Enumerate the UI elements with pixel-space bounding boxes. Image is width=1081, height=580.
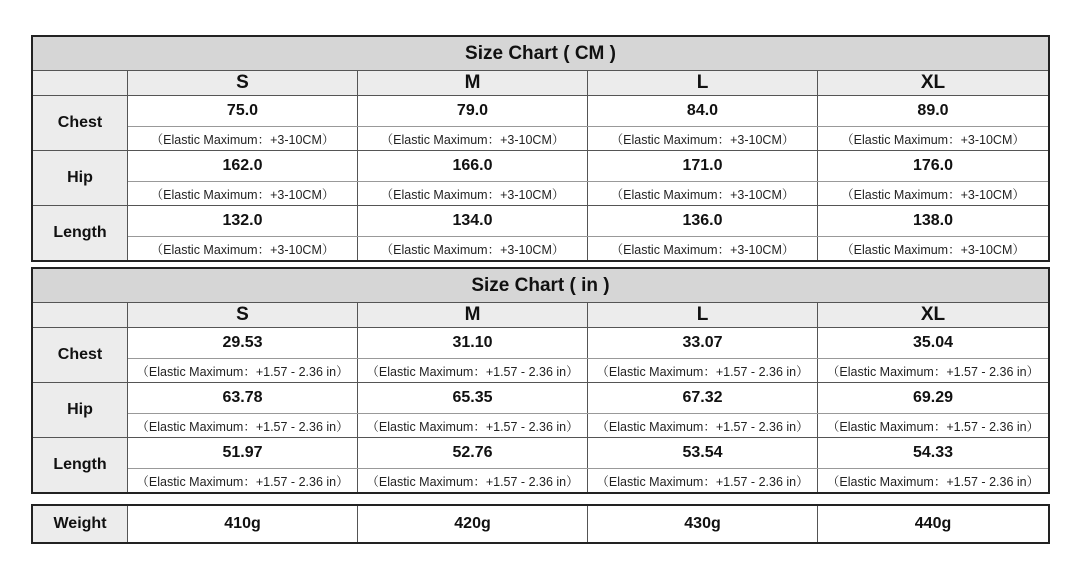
size-header-l: L [588, 71, 818, 96]
elastic-note: （Elastic Maximum：+1.57 - 2.36 in） [588, 359, 818, 383]
row-label-hip: Hip [33, 383, 128, 438]
elastic-note: （Elastic Maximum：+1.57 - 2.36 in） [818, 359, 1049, 383]
size-header-l: L [588, 303, 818, 328]
elastic-note: （Elastic Maximum：+1.57 - 2.36 in） [588, 469, 818, 493]
elastic-note: （Elastic Maximum：+1.57 - 2.36 in） [128, 469, 358, 493]
value-cell: 53.54 [588, 438, 818, 469]
size-header-s: S [128, 71, 358, 96]
value-cell: 89.0 [818, 96, 1049, 127]
row-label-chest: Chest [33, 96, 128, 151]
elastic-note: （Elastic Maximum：+3-10CM） [588, 237, 818, 261]
value-cell: 31.10 [358, 328, 588, 359]
value-cell: 84.0 [588, 96, 818, 127]
note-row [33, 469, 1049, 493]
value-cell: 35.04 [818, 328, 1049, 359]
elastic-note: （Elastic Maximum：+1.57 - 2.36 in） [818, 414, 1049, 438]
row-label-length: Length [33, 206, 128, 261]
note-row [33, 414, 1049, 438]
size-header-m: M [358, 303, 588, 328]
note-row [33, 237, 1049, 261]
elastic-note: （Elastic Maximum：+3-10CM） [818, 182, 1049, 206]
table-row [33, 151, 1049, 182]
header-corner-cell [33, 71, 128, 96]
weight-value-l: 430g [588, 506, 818, 543]
weight-value-m: 420g [358, 506, 588, 543]
table-row [33, 328, 1049, 359]
table-row [33, 206, 1049, 237]
value-cell: 75.0 [128, 96, 358, 127]
table-row [33, 438, 1049, 469]
elastic-note: （Elastic Maximum：+3-10CM） [818, 237, 1049, 261]
elastic-note: （Elastic Maximum：+3-10CM） [128, 237, 358, 261]
size-chart-in [32, 268, 1049, 493]
size-header-row [33, 71, 1049, 96]
elastic-note: （Elastic Maximum：+3-10CM） [818, 127, 1049, 151]
elastic-note: （Elastic Maximum：+1.57 - 2.36 in） [818, 469, 1049, 493]
elastic-note: （Elastic Maximum：+3-10CM） [588, 127, 818, 151]
value-cell: 176.0 [818, 151, 1049, 182]
size-chart-in-title: Size Chart ( in ) [33, 269, 1049, 303]
value-cell: 54.33 [818, 438, 1049, 469]
value-cell: 132.0 [128, 206, 358, 237]
header-corner-cell [33, 303, 128, 328]
table-row [33, 96, 1049, 127]
row-label-length: Length [33, 438, 128, 493]
size-chart-cm-title: Size Chart ( CM ) [33, 37, 1049, 71]
row-label-hip: Hip [33, 151, 128, 206]
value-cell: 166.0 [358, 151, 588, 182]
table-row [33, 506, 1049, 543]
value-cell: 134.0 [358, 206, 588, 237]
elastic-note: （Elastic Maximum：+3-10CM） [128, 127, 358, 151]
elastic-note: （Elastic Maximum：+1.57 - 2.36 in） [128, 414, 358, 438]
size-header-xl: XL [818, 303, 1049, 328]
elastic-note: （Elastic Maximum：+3-10CM） [358, 182, 588, 206]
row-label-chest: Chest [33, 328, 128, 383]
elastic-note: （Elastic Maximum：+1.57 - 2.36 in） [358, 469, 588, 493]
size-header-row [33, 303, 1049, 328]
elastic-note: （Elastic Maximum：+3-10CM） [588, 182, 818, 206]
value-cell: 52.76 [358, 438, 588, 469]
note-row [33, 359, 1049, 383]
size-header-m: M [358, 71, 588, 96]
value-cell: 67.32 [588, 383, 818, 414]
elastic-note: （Elastic Maximum：+3-10CM） [358, 127, 588, 151]
size-chart-cm [32, 36, 1049, 261]
weight-value-s: 410g [128, 506, 358, 543]
elastic-note: （Elastic Maximum：+1.57 - 2.36 in） [588, 414, 818, 438]
elastic-note: （Elastic Maximum：+3-10CM） [128, 182, 358, 206]
value-cell: 65.35 [358, 383, 588, 414]
value-cell: 138.0 [818, 206, 1049, 237]
elastic-note: （Elastic Maximum：+1.57 - 2.36 in） [358, 359, 588, 383]
elastic-note: （Elastic Maximum：+1.57 - 2.36 in） [358, 414, 588, 438]
value-cell: 79.0 [358, 96, 588, 127]
value-cell: 171.0 [588, 151, 818, 182]
table-row [33, 383, 1049, 414]
value-cell: 33.07 [588, 328, 818, 359]
row-label-weight: Weight [33, 506, 128, 543]
note-row [33, 182, 1049, 206]
value-cell: 136.0 [588, 206, 818, 237]
weight-table [32, 505, 1049, 543]
weight-value-xl: 440g [818, 506, 1049, 543]
value-cell: 162.0 [128, 151, 358, 182]
size-header-s: S [128, 303, 358, 328]
value-cell: 29.53 [128, 328, 358, 359]
value-cell: 63.78 [128, 383, 358, 414]
value-cell: 69.29 [818, 383, 1049, 414]
elastic-note: （Elastic Maximum：+3-10CM） [358, 237, 588, 261]
elastic-note: （Elastic Maximum：+1.57 - 2.36 in） [128, 359, 358, 383]
note-row [33, 127, 1049, 151]
value-cell: 51.97 [128, 438, 358, 469]
size-header-xl: XL [818, 71, 1049, 96]
